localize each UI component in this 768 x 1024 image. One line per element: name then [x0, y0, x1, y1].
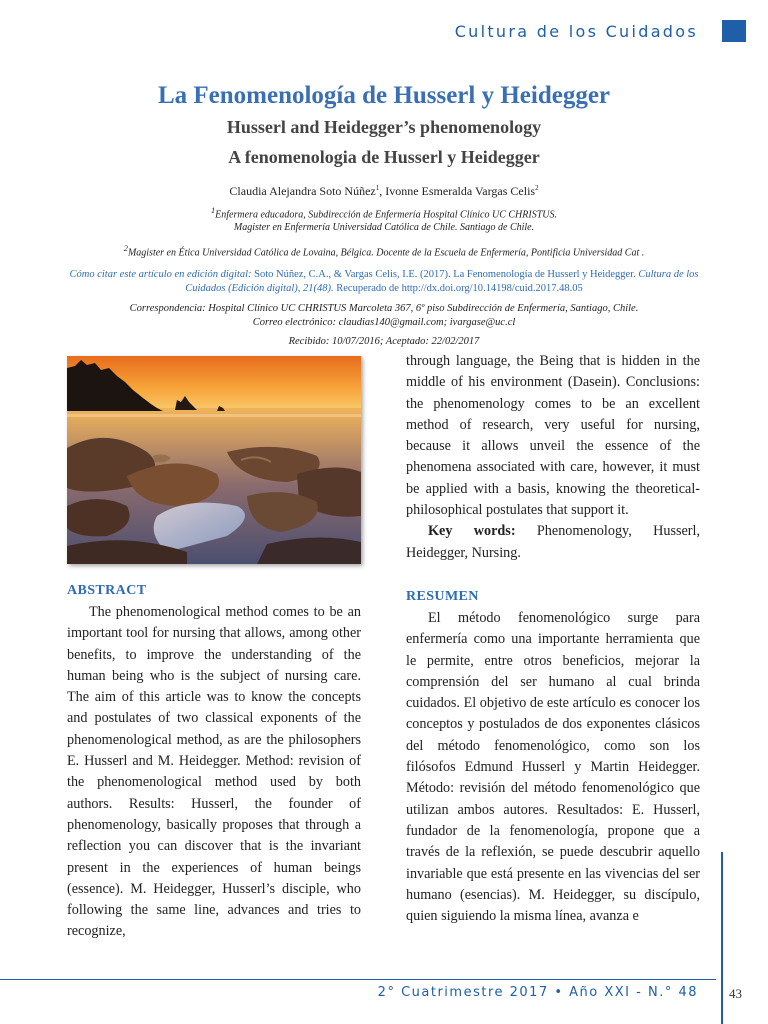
- abstract-paragraph: The phenomenological method comes to be an important tool for nursing that allows, among other benefits, to improve the understanding of the human being who is the subject of nursing care. The aim of this article was to know the concepts and postulates of two classical exponents of the phenomenological method, as are the philosophers E. Husserl and M. Heidegger. Method: revision of the phenomenological method used by both authors. Results: Husserl, the founder of phenomenology, basically proposes that through a reflection you can discover that is the invariant present in the experiences of human beings (essence). M. Heidegger, Husserl’s disciple, who following the same line, advances and tries to recognize,: [67, 604, 361, 940]
- citation-note: [64, 268, 704, 296]
- affiliation-mark: 1: [211, 206, 216, 215]
- author-affiliation-mark: 2: [535, 184, 539, 192]
- citation-journal: Cultura de los Cuidados (Edición digital), 21(48).: [185, 268, 699, 294]
- affiliation-mark: 2: [123, 244, 128, 254]
- article-title-portuguese: A fenomenologia de Husserl y Heidegger: [228, 147, 540, 167]
- coastal-sunset-photo: [67, 356, 361, 564]
- page-number: 43: [729, 986, 742, 1001]
- header-accent-square: [722, 20, 746, 42]
- abstract-heading: ABSTRACT: [67, 583, 147, 598]
- keywords-label: Key words:: [428, 523, 516, 540]
- issue-info: 2° Cuatrimestre 2017 • Año XXI - N.° 48: [377, 985, 698, 1000]
- citation-body: Soto Núñez, C.A., & Vargas Celis, I.E. (2017). La Fenomenología de Husserl y Heidegger.: [251, 268, 639, 280]
- authors-line: [0, 180, 768, 199]
- received-accepted-dates: Recibido: 10/07/2016; Aceptado: 22/02/2017: [288, 335, 480, 347]
- left-column: [67, 580, 361, 943]
- affiliation-1-line-2: Magister en Enfermería Universidad Católica de Chile. Santiago de Chile.: [233, 222, 535, 234]
- article-title-english: Husserl and Heidegger’s phenomenology: [226, 117, 542, 137]
- author-name: Claudia Alejandra Soto Núñez: [229, 184, 376, 198]
- article-title-spanish: La Fenomenología de Husserl y Heidegger: [157, 82, 611, 109]
- correspondence: [0, 302, 768, 330]
- abstract-paragraph-continued: through language, the Being that is hidden in the middle of his environment (Dasein). Conclusions: the phenomenology comes to be an excellent method of research, very useful for nursing, because it allows unveil the essence of the phenomena associated with care, however, it must be applied with a basis, knowing the theoretical-philosophical postulates that support it.: [406, 353, 700, 519]
- right-column: [406, 351, 700, 927]
- footer-rule: [0, 979, 716, 980]
- resumen-paragraph: El método fenomenológico surge para enfermería como una importante herramienta que le permite, entre otros beneficios, mejorar la comprensión del ser humano al cual brinda cuidados. El objetivo de este artículo es conocer los conceptos y postulados de dos exponentes clásicos del método fenomenológico, como son los filósofos Edmund Husserl y Martin Heidegger. Método: revisión del método fenomenológico que utilizan ambos autores. Resultados: E. Husserl, fundador de la fenomenología, propone que a través de la reflexión, se puede descubrir aquello invariable que está presente en las vivencias del ser humano (esencias). M. Heidegger, su discípulo, quien siguiendo la misma línea, avanza e: [406, 609, 700, 925]
- article-front-matter: [0, 80, 768, 347]
- correspondence-email: Correo electrónico: claudias140@gmail.com; ivargase@uc.cl: [252, 316, 516, 328]
- keywords-line: [406, 521, 700, 564]
- citation-url[interactable]: Recuperado de http://dx.doi.org/10.14198/cuid.2017.48.05: [333, 282, 583, 294]
- correspondence-address: Correspondencia: Hospital Clínico UC CHRISTUS Marcoleta 367, 6º piso Subdirección de Enfermería, Santiago, Chile.: [129, 302, 639, 314]
- keywords-list: Phenomenology, Husserl, Heidegger, Nursing.: [406, 523, 700, 561]
- affiliation-2: [0, 242, 768, 259]
- page-margin-rule: [721, 852, 723, 1024]
- resumen-heading: RESUMEN: [406, 588, 479, 604]
- journal-title: Cultura de los Cuidados: [454, 22, 698, 41]
- affiliation-2-text: Magister en Ética Universidad Católica de Lovaina, Bélgica. Docente de la Escuela de Enfermería, Pontificia Universidad Cat .: [127, 247, 645, 259]
- citation-label: Cómo citar este artículo en edición digital:: [69, 268, 252, 280]
- affiliation-1: [0, 204, 768, 234]
- author-affiliation-mark: 1: [375, 184, 380, 192]
- author-separator: ,: [379, 184, 386, 198]
- author-name: Ivonne Esmeralda Vargas Celis: [385, 184, 536, 198]
- affiliation-1-line-1: Enfermera educadora, Subdirección de Enfermería Hospital Clínico UC CHRISTUS.: [215, 209, 557, 221]
